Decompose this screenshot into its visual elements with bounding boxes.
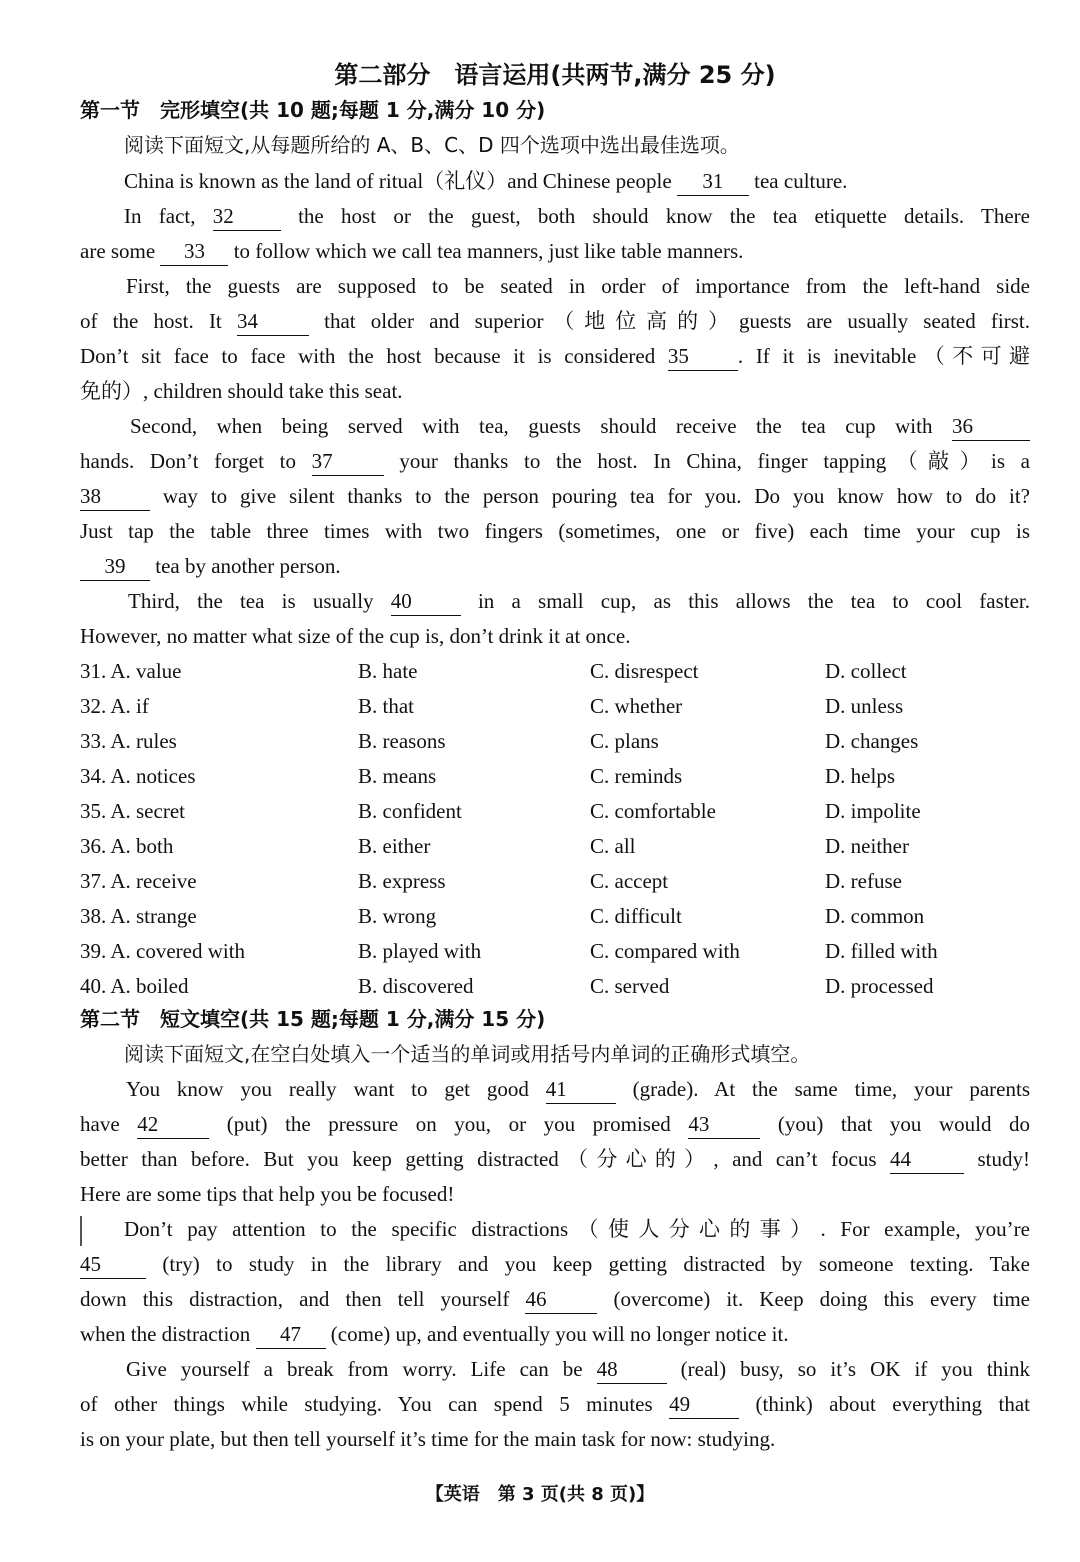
blank-47[interactable]: 47 [256, 1320, 326, 1349]
option-38-A[interactable]: 38. A. strange [80, 904, 197, 928]
blank-42[interactable]: 42 [137, 1110, 209, 1139]
option-40-C[interactable]: C. served [590, 974, 670, 998]
option-39-B[interactable]: B. played with [358, 939, 482, 963]
blank-45[interactable]: 45 [80, 1250, 146, 1279]
option-31-D[interactable]: D. collect [825, 659, 907, 683]
passage1-line: Don’t sit face to face with the host because it is considered 35 . If it is inevitable（不可避 [80, 339, 1030, 374]
blank-43[interactable]: 43 [688, 1110, 760, 1139]
option-37-A[interactable]: 37. A. receive [80, 869, 197, 893]
option-37-D[interactable]: D. refuse [825, 869, 902, 893]
page-footer: 【英语 第 3 页(共 8 页)】 [425, 1484, 655, 1505]
passage1-line: 38 way to give silent thanks to the person pouring tea for you. Do you know how to do it? [80, 479, 1030, 514]
margin-mark [80, 1216, 82, 1246]
option-31-B[interactable]: B. hate [358, 659, 418, 683]
passage1-line: Second, when being served with tea, guests should receive the tea cup with 36 [80, 409, 1030, 444]
blank-33[interactable]: 33 [160, 237, 228, 266]
passage1-line: of the host. It 34 that older and superior（地位高的）guests are usually seated first. [80, 304, 1030, 339]
passage1-line: 免的）, children should take this seat. [80, 379, 403, 403]
option-35-B[interactable]: B. confident [358, 799, 462, 823]
option-34-A[interactable]: 34. A. notices [80, 764, 196, 788]
passage1-line: In fact, 32 the host or the guest, both should know the tea etiquette details. There [80, 199, 1030, 234]
section1-instruction: 阅读下面短文,从每题所给的 A、B、C、D 四个选项中选出最佳选项。 [124, 133, 740, 157]
blank-40[interactable]: 40 [391, 587, 461, 616]
part-title: 第二部分 语言运用(共两节,满分 25 分) [334, 61, 776, 89]
section1-title: 第一节 完形填空(共 10 题;每题 1 分,满分 10 分) [80, 98, 546, 122]
option-34-C[interactable]: C. reminds [590, 764, 683, 788]
blank-39[interactable]: 39 [80, 552, 150, 581]
passage2-line: Here are some tips that help you be focused! [80, 1182, 455, 1206]
option-39-A[interactable]: 39. A. covered with [80, 939, 246, 963]
option-36-D[interactable]: D. neither [825, 834, 909, 858]
passage1-line: However, no matter what size of the cup is, don’t drink it at once. [80, 624, 631, 648]
option-34-B[interactable]: B. means [358, 764, 437, 788]
blank-44[interactable]: 44 [890, 1145, 964, 1174]
passage1-line: First, the guests are supposed to be seated in order of importance from the left-hand side [126, 274, 1030, 298]
option-40-D[interactable]: D. processed [825, 974, 934, 998]
option-33-B[interactable]: B. reasons [358, 729, 446, 753]
blank-38[interactable]: 38 [80, 482, 150, 511]
option-36-A[interactable]: 36. A. both [80, 834, 174, 858]
passage2-line: Give yourself a break from worry. Life can be 48 (real) busy, so it’s OK if you think [80, 1352, 1030, 1387]
passage2-line: You know you really want to get good 41 (grade). At the same time, your parents [80, 1072, 1030, 1107]
option-32-D[interactable]: D. unless [825, 694, 904, 718]
passage2-line: of other things while studying. You can spend 5 minutes 49 (think) about everything that [80, 1387, 1030, 1422]
option-32-C[interactable]: C. whether [590, 694, 683, 718]
option-38-D[interactable]: D. common [825, 904, 925, 928]
passage2-line: down this distraction, and then tell yourself 46 (overcome) it. Keep doing this every time [80, 1282, 1030, 1317]
option-38-C[interactable]: C. difficult [590, 904, 682, 928]
blank-49[interactable]: 49 [669, 1390, 739, 1419]
option-33-D[interactable]: D. changes [825, 729, 919, 753]
passage2-line: 45 (try) to study in the library and you keep getting distracted by someone texting. Take [80, 1247, 1030, 1282]
option-31-C[interactable]: C. disrespect [590, 659, 699, 683]
option-36-B[interactable]: B. either [358, 834, 431, 858]
option-33-A[interactable]: 33. A. rules [80, 729, 177, 753]
option-35-C[interactable]: C. comfortable [590, 799, 716, 823]
blank-34[interactable]: 34 [237, 307, 309, 336]
passage2-line: better than before. But you keep getting distracted（分心的）, and can’t focus 44 study! [80, 1142, 1030, 1177]
blank-36[interactable]: 36 [952, 412, 1030, 441]
section2-instruction: 阅读下面短文,在空白处填入一个适当的单词或用括号内单词的正确形式填空。 [124, 1042, 811, 1066]
passage1-line: Just tap the table three times with two fingers (sometimes, one or five) each time your cup is [80, 519, 1030, 543]
option-31-A[interactable]: 31. A. value [80, 659, 182, 683]
option-35-A[interactable]: 35. A. secret [80, 799, 185, 823]
blank-32[interactable]: 32 [213, 202, 281, 231]
option-39-C[interactable]: C. compared with [590, 939, 740, 963]
option-32-B[interactable]: B. that [358, 694, 414, 718]
option-36-C[interactable]: C. all [590, 834, 636, 858]
option-37-B[interactable]: B. express [358, 869, 446, 893]
section2-title: 第二节 短文填空(共 15 题;每题 1 分,满分 15 分) [80, 1007, 546, 1031]
passage1-line: are some 33 to follow which we call tea manners, just like table manners. [80, 234, 1030, 269]
blank-46[interactable]: 46 [525, 1285, 597, 1314]
passage1-line: 39 tea by another person. [80, 549, 1030, 584]
passage1-line: China is known as the land of ritual（礼仪）and Chinese people 31 tea culture. [80, 164, 1030, 199]
option-38-B[interactable]: B. wrong [358, 904, 437, 928]
option-34-D[interactable]: D. helps [825, 764, 895, 788]
blank-41[interactable]: 41 [546, 1075, 616, 1104]
passage2-line: when the distraction 47 (come) up, and eventually you will no longer notice it. [80, 1317, 1030, 1352]
blank-37[interactable]: 37 [312, 447, 384, 476]
option-33-C[interactable]: C. plans [590, 729, 659, 753]
passage1-line: Third, the tea is usually 40 in a small cup, as this allows the tea to cool faster. [80, 584, 1030, 619]
option-39-D[interactable]: D. filled with [825, 939, 938, 963]
option-40-B[interactable]: B. discovered [358, 974, 474, 998]
passage2-line: is on your plate, but then tell yourself it’s time for the main task for now: studying. [80, 1427, 776, 1451]
passage1-line: hands. Don’t forget to 37 your thanks to the host. In China, finger tapping（敲）is a [80, 444, 1030, 479]
option-35-D[interactable]: D. impolite [825, 799, 921, 823]
option-37-C[interactable]: C. accept [590, 869, 669, 893]
blank-48[interactable]: 48 [597, 1355, 667, 1384]
option-40-A[interactable]: 40. A. boiled [80, 974, 189, 998]
option-32-A[interactable]: 32. A. if [80, 694, 149, 718]
blank-35[interactable]: 35 [668, 342, 738, 371]
blank-31[interactable]: 31 [677, 167, 749, 196]
passage2-line: have 42 (put) the pressure on you, or you promised 43 (you) that you would do [80, 1107, 1030, 1142]
passage2-line: Don’t pay attention to the specific distractions（使人分心的事）. For example, you’re [124, 1217, 1030, 1241]
